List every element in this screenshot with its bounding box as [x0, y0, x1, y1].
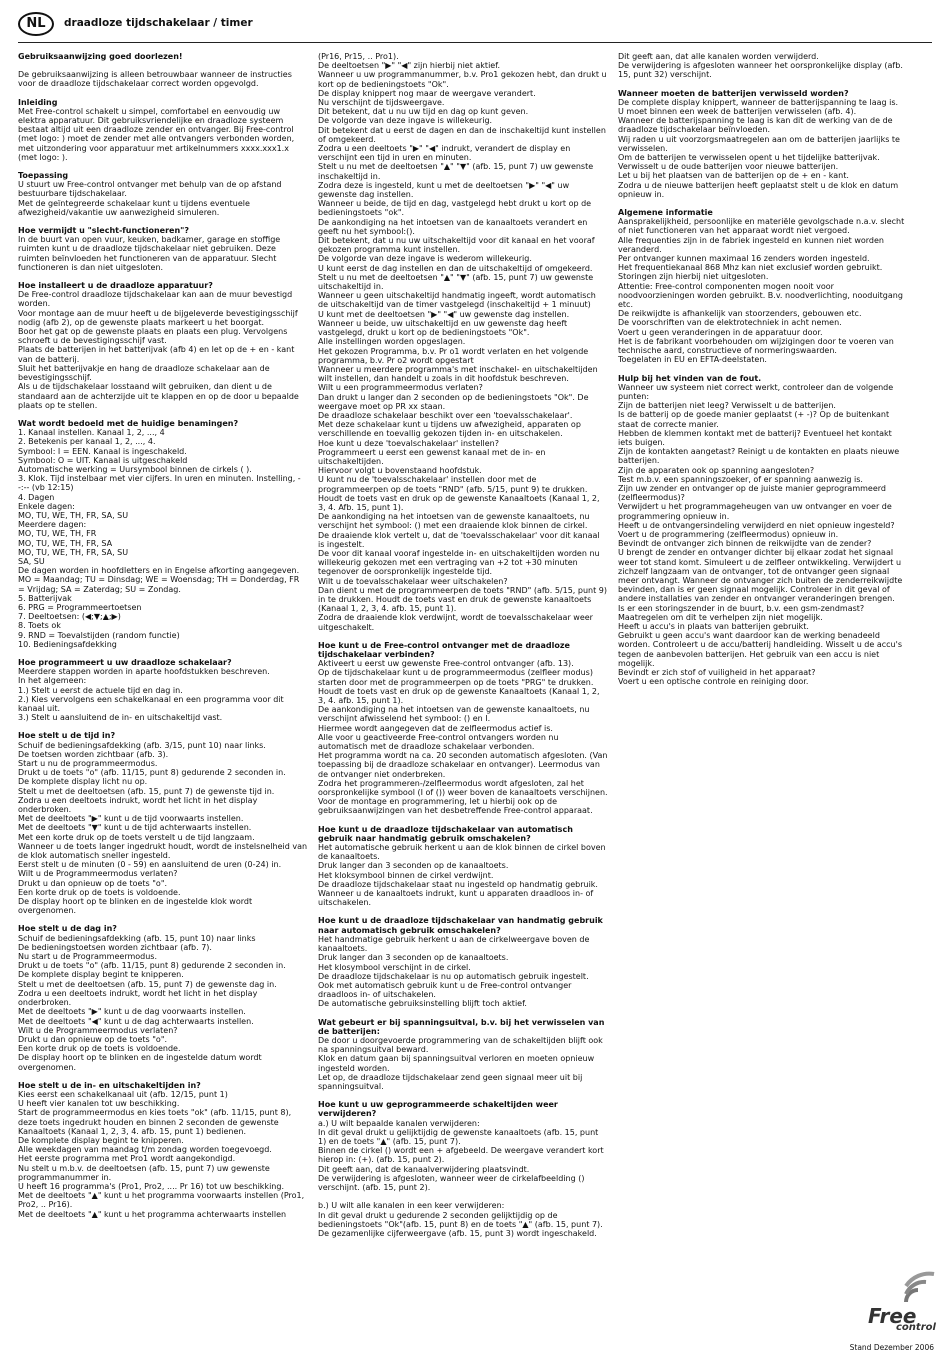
section-heading: Wanneer moeten de batterijen verwisseld worden? — [618, 88, 849, 98]
text-column-1 — [18, 52, 308, 1228]
section — [618, 89, 908, 199]
page-header — [18, 12, 932, 42]
section-heading: Inleiding — [18, 97, 58, 107]
section-body: Het automatische gebruik herkent u aan de klok binnen de cirkel boven de kanaaltoets. Druk langer dan 3 seconden op de kanaaltoets. Het kloksymbool binnen de cirkel verdwijnt. De draadloze tijdschakelaar staat nu ingesteld op handmatig gebruik. Wanneer u de kanaaltoets indrukt, kunt u apparaten draadloos in- of uitschakelen. — [318, 843, 606, 908]
section-body: Aansprakelijkheid, persoonlijke en materiële gevolgschade n.a.v. slecht of niet functioneren van het apparaat wordt niet vergoed. Alle frequenties zijn in de fabriek ingesteld en kunnen niet worden veranderd. Per ontvanger kunnen maximaal 16 zenders worden ingesteld. Het frequentiekanaal 868 Mhz kan niet exclusief worden gebruikt. Storingen zijn hierbij niet uitgesloten. Attentie: Free-control componenten mogen nooit voor noodvoorzieningen worden gebruikt. B.v. noodverlichting, nooduitgang etc. De reikwijdte is afhankelijk van stoorzenders, gebouwen etc. De voorschriften van de elektrotechniek in acht nemen. Voert u geen veranderingen in de apparatuur door. Het is de fabrikant voorbehouden om wijzigingen door te voeren van technische aard, constructieve of normeringswaarden. Toegelaten in EU en EFTA-deelstaten. — [618, 217, 905, 365]
section — [18, 419, 308, 649]
section — [618, 208, 908, 364]
section-body: De door u doorgevoerde programmering van de schakeltijden blijft ook na spanningsuitval beward. Klok en datum gaan bij spanningsuitval verloren en moeten opnieuw ingesteld worden. Let op, de draadloze tijdschakelaar zend geen signaal meer uit bij spanningsuitval. — [318, 1035, 603, 1091]
section-heading: Hoe programmeert u uw draadloze schakelaar? — [18, 657, 232, 667]
section — [318, 825, 608, 908]
section-body: Dit geeft aan, dat alle kanalen worden verwijderd. De verwijdering is afgesloten wanneer het oorspronkelijke display (afb. 15, punt 32) verschijnt. — [618, 52, 903, 80]
section-body: a.) U wilt bepaalde kanalen verwijderen: In dit geval drukt u gelijktijdig de gewenste kanaaltoets (afb. 15, punt 1) en de toets "▲" (afb. 15, punt 7). Binnen de cirkel () wordt een + afgebeeld. De weergave verandert kort hierop in: (+). (afb. 15, punt 2). Dit geeft aan, dat de kanaalverwijdering plaatsvindt. De verwijdering is afgesloten, wanneer weer de cirkelafbeelding () verschijnt. (afb. 15, punt 2). b.) U wilt alle kanalen in een keer verwijderen: In dit geval drukt u gedurende 2 seconden gelijktijdig op de bedieningstoets "Ok"(afb. 15, punt 8) en de toets "▲" (afb. 15, punt 7). De gezamenlijke cijferweergave (afb. 15, punt 3) wordt ingeschakeld. — [318, 1118, 604, 1238]
section-heading: Gebruiksaanwijzing goed doorlezen! — [18, 52, 183, 61]
section-heading: Hulp bij het vinden van de fout. — [618, 373, 762, 383]
section — [318, 1100, 608, 1238]
section-body: Wanneer uw systeem niet correct werkt, controleer dan de volgende punten: Zijn de batterijen niet leeg? Verwisselt u de batterijen. Is de batterij op de goede manier geplaatst (+ -)? Op de buitenkant staat de correcte manier. Hebben de klemmen kontakt met de batterij? Eventueel het kontakt iets buigen. Zijn de kontakten aangetast? Reinigt u de kontakten en plaats nieuwe batterijen. Zijn de apparaten ook op spanning aangesloten? Test m.b.v. een spanningszoeker, of er spanning aanwezig is. Zijn uw zender en ontvanger op de juiste manier geprogrammeerd (zelfleermodus)? Verwijdert u het programmageheugen van uw ontvanger en voer de programmering opnieuw in. Heeft u de ontvangersindeling verwijderd en niet opnieuw ingesteld? Voert u de programmering (zelfleermodus) opnieuw in. Bevindt de ontvanger zich binnen de reikwijdte van de zender? U brengt de zender en ontvanger dichter bij elkaar zodat het signaal weer tot stand komt. Simuleert u de zelfleer ontwikkeling. Verwijdert u zichzelf langzaam van de ontvanger, tot de ontvanger geen signaal meer ontvangt. Wanneer de ontvanger zich buiten de zenderreikwijdte bevinden, dan is er geen signaal mogelijk. Controleer in dit geval of andere installaties van zender en ontvanger veranderingen brengen. Is er een storingszender in de buurt, b.v. een gsm-zendmast? Maatregelen om dit te verhelpen zijn niet mogelijk. Heeft u accu's in plaats van batterijen gebruikt. Gebruikt u geen accu's want daardoor kan de werking benadeeld worden. Controleert u de accu/batterij handleiding. Wisselt u de accu's tegen de aanbevolen batterijen. Het gebruik van een accu is niet mogelijk. Bevindt er zich stof of vuiligheid in het apparaat? Voert u een optische controle en reiniging door. — [618, 382, 903, 687]
section-heading: Hoe vermijdt u "slecht-functioneren"? — [18, 226, 189, 236]
logo-word: Free — [868, 1304, 917, 1328]
section — [18, 70, 308, 88]
section — [18, 98, 308, 162]
language-badge: NL — [18, 12, 54, 36]
section — [18, 1081, 308, 1219]
text-column-2 — [318, 52, 608, 1247]
section-body: Schuif de bedieningsafdekking (afb. 15, punt 10) naar links De bedieningstoetsen worden zichtbaar (afb. 7). Nu start u de Programmeermodus. Drukt u de toets "o" (afb. 11/15, punt 8) gedurende 2 seconden in. De komplete display begint te knipperen. Stelt u met de deeltoetsen (afb. 15, punt 7) de gewenste dag in. Zodra u een deeltoets indrukt, wordt het licht in het display onderbroken. Met de deeltoets "▶" kunt u de dag voorwaarts instellen. Met de deeltoets "◀" kunt u de dag achterwaarts instellen. Wilt u de Programmeermodus verlaten? Drukt u dan opnieuw op de toets "o". Een korte druk op de toets is voldoende. De display hoort op te blinken en de ingestelde datum wordt overgenomen. — [18, 933, 286, 1072]
section-heading: Hoe stelt u de in- en uitschakeltijden in? — [18, 1080, 201, 1090]
section — [18, 658, 308, 722]
free-control-logo — [862, 1270, 942, 1336]
section-body: Met Free-control schakelt u simpel, comfortabel en eenvoudig uw elektra apparatuur. Dit gebruiksvriendelijke en draadloze systeem bestaat altijd uit een draadloze zender en ontvanger. Bij Free-control (met logo: ) moet de zender met alle ontvangers verbonden worden, met uitzondering voor apparatuur met artikelnummers xxxx.xxx1.x (met logo: ). — [18, 106, 295, 162]
section-heading: Hoe kunt u de Free-control ontvanger met de draadloze tijdschakelaar verbinden? — [318, 640, 570, 659]
section-heading: Hoe installeert u de draadloze apparatuur? — [18, 281, 213, 291]
section-body: U stuurt uw Free-control ontvanger met behulp van de op afstand bestuurbare tijdschakelaar. Met de geïntegreerde schakelaar kunt u tijdens eventuele afwezigheid/vakantie uw aanwezigheid simuleren. — [18, 180, 282, 217]
section-heading: Hoe stelt u de tijd in? — [18, 731, 116, 741]
section-body: Meerdere stappen worden in aparte hoofdstukken beschreven. In het algemeen: 1.) Stelt u eerst de actuele tijd en dag in. 2.) Kies vervolgens een schakelkanaal en een programma voor dit kanaal uit. 3.) Stelt u aansluitend de in- en uitschakeltijd vast. — [18, 667, 284, 723]
section-body: Het handmatige gebruik herkent u aan de cirkelweergave boven de kanaaltoets. Druk langer dan 3 seconden op de kanaaltoets. Het klosymbool verschijnt in de cirkel. De draadloze tijdschakelaar is nu op automatisch gebruik ingestelt. Ook met automatisch gebruik kunt u de Free-control ontvanger draadloos in- of uitschakelen. De automatische gebruiksinstelling blijft toch aktief. — [318, 934, 590, 1009]
section — [18, 924, 308, 1071]
section-body: Aktiveert u eerst uw gewenste Free-control ontvanger (afb. 13). Op de tijdschakelaar kunt u de programmeermodus (zelfleer modus) starten door met de programmeerpen op de toets "PRG" te drukken. Houdt de toets vast en druk op de gewenste Kanaaltoets (Kanaal 1, 2, 3, 4. afb. 15, punt 1). De aankondiging na het intoetsen van de gewenste kanaaltoets, nu verschijnt afwisselend het symbool: () en I. Hiermee wordt aangegeven dat de zelfleermodus actief is. Alle voor u geactiveerde Free-control ontvangers worden nu automatisch met de draadloze schakelaar verbonden. Het programma wordt na ca. 20 seconden automatisch afgesloten. (Van toepassing bij de draadloze schakelaar en ontvanger). Leermodus van de ontvanger niet onderbreken. Zodra het programmeren-/zelfleermodus wordt afgesloten, zal het oorspronkelijke symbool (I of ()) weer boven de kanaaltoets verschijnen. Voor de montage en programmering, let u hierbij ook op de gebruiksaanwijzingen van het desbetreffende Free-control apparaat. — [318, 659, 608, 816]
section-body: (Pr16, Pr15, .. Pro1). De deeltoetsen "▶" "◀" zijn hierbij niet aktief. Wanneer u uw programmanummer, b.v. Pro1 gekozen hebt, dan drukt u kort op de bedieningstoets "Ok". De display knippert nog maar de weergave verandert. Nu verschijnt de tijdsweergave. Dit betekent, dat u nu uw tijd en dag op kunt geven. De volgorde van deze ingave is willekeurig. Dit betekent dat u eerst de dagen en dan de inschakeltijd kunt instellen of omgekeerd. Zodra u een deeltoets "▶" "◀" indrukt, verandert de display en verschijnt een tijd in uren en minuten. Stelt u nu met de deeltoetsen "▲" "▼" (afb. 15, punt 7) uw gewenste inschakeltijd in. Zodra deze is ingesteld, kunt u met de deeltoetsen "▶" "◀" uw gewenste dag instellen. Wanneer u beide, de tijd en dag, vastgelegd hebt drukt u kort op de bedieningstoets "ok". De aankondiging na het intoetsen van de kanaaltoets verandert en geeft nu het symbool:(). Dit betekent, dat u nu uw uitschakeltijd voor dit kanaal en het vooraf gekozen programma kunt instellen. De volgorde van deze ingave is wederom willekeurig. U kunt eerst de dag instellen en dan de uitschakeltijd of omgekeerd. Stelt u nu met de deeltoetsen "▲" "▼" (afb. 15, punt 7) uw gewenste uitschakeltijd in. Wanneer u geen uitschakeltijd handmatig ingeeft, wordt automatisch de uitschakeltijd van de timer vastgelegd (inschakeltijd + 1 minuut) U kunt met de deeltoetsen "▶" "◀" uw gewenste dag instellen. Wanneer u beide, uw uitschakeltijd en uw gewenste dag heeft vastgelegd, drukt u kort op de bedieningstoets "Ok". Alle instellingen worden opgeslagen. Het gekozen Programma, b.v. Pr o1 wordt verlaten en het volgende programma, b.v. Pr o2 wordt opgestart Wanneer u meerdere programma's met inschakel- en uitschakeltijden wilt instellen, dan handelt u zoals in dit hoofdstuk beschreven. Wilt u een programmeermodus verlaten? Dan drukt u langer dan 2 seconden op de bedieningstoets "Ok". De weergave moet op PR xx staan. De draadloze schakelaar beschikt over een 'toevalsschakelaar'. Met deze schakelaar kunt u tijdens uw afwezigheid, apparaten op verschillende en toevallig gekozen tijden in- en uitschakelen. Hoe kunt u deze 'toevalschakelaar' instellen? Programmeert u eerst een gewenst kanaal met de in- en uitschakeltijden. Hiervoor volgt u bovenstaand hoofdstuk. U kunt nu de 'toevalsschakelaar' instellen door met de programmeerpen op de toets "RND" (afb. 5/15, punt 9) te drukken. Houdt de toets vast en druk op de gewenste Kanaaltoets (Kanaal 1, 2, 3, 4. Afb. 15, punt 1). De aankondiging na het intoetsen van de gewenste kanaaltoets, nu verschijnt het symbool: () met een draaiende klok binnen de cirkel. De draaiende klok vertelt u, dat de 'toevalsschakelaar' voor dit kanaal is ingestelt. De voor dit kanaal vooraf ingestelde in- en uitschakeltijden worden nu willekeurig gekozen met een vertraging van +2 tot +30 minuten tegenover de oorspronkelijk ingestelde tijd. Wilt u de toevalsschakelaar weer uitschakelen? Dan dient u met de programmeerpen de toets "RND" (afb. 5/15, punt 9) in te drukken. Houdt de toets vast en druk de gewenste kanaaltoets (Kanaal 1, 2, 3, 4. afb. 15, punt 1). Zodra de draaiende klok verdwijnt, wordt de toevalsschakelaar weer uitgeschakelt. — [318, 52, 607, 632]
section-heading: Algemene informatie — [618, 208, 713, 218]
section — [618, 374, 908, 687]
section-heading: Wat wordt bedoeld met de huidige benamingen? — [18, 418, 239, 428]
section — [318, 52, 608, 632]
section — [18, 52, 308, 61]
section — [18, 226, 308, 272]
text-column-3 — [618, 52, 908, 695]
section-body: De Free-control draadloze tijdschakelaar kan aan de muur bevestigd worden. Voor montage aan de muur heeft u de bijgeleverde bevestigingsschijf nodig (afb 2), op de gewenste plaats markeert u het boorgat. Boor het gat op de gewenste plaats en plaats een plug. Vervolgens schroeft u de bevestigingsschijf vast. Plaats de batterijen in het batterijvak (afb 4) en let op de + en - kant van de batterij. Sluit het batterijvakje en hang de draadloze schakelaar aan de bevestigingsschijf. Als u de tijdschakelaar losstaand wilt gebruiken, dan dient u de standaard aan de achterzijde uit te klappen en op de door u bepaalde plaats op te stellen. — [18, 290, 299, 410]
logo-sub: control — [896, 1322, 936, 1333]
section-heading: Hoe kunt u uw geprogrammeerde schakeltijden weer verwijderen? — [318, 1100, 558, 1119]
section — [18, 731, 308, 915]
section-body: In de buurt van open vuur, keuken, badkamer, garage en stoffige ruimten kunt u de draadloze tijdschakelaar niet gebruiken. Deze ruimten beïnvloeden het functioneren van de apparatuur. Slecht functioneren is dan niet uitgesloten. — [18, 235, 281, 272]
section-heading: Toepassing — [18, 171, 69, 181]
section — [18, 171, 308, 217]
section-heading: Hoe stelt u de dag in? — [18, 924, 117, 934]
section — [318, 916, 608, 1008]
section-body: De gebruiksaanwijzing is alleen betrouwbaar wanneer de instructies voor de draadloze tijdschakelaar correct worden opgevolgd. — [18, 70, 292, 89]
section-body: De complete display knippert, wanneer de batterijspanning te laag is. U moet binnen een week de batterijen verwisselen (afb. 4). Wanneer de batterijspanning te laag is kan dit de werking van de de draadloze tijdschakelaar beïnvloeden. Wij raden u uit voorzorgsmaatregelen aan om de batterijen jaarlijks te verwisselen. Om de batterijen te verwisselen opent u het tijdelijke batterijvak. Verwisselt u de oude batterijen voor nieuwe batterijen. Let u bij het plaatsen van de batterijen op de + en - kant. Zodra u de nieuwe batterijen heeft geplaatst stelt u de klok en datum opnieuw in. — [618, 97, 900, 199]
header-divider — [18, 42, 932, 43]
section-heading: Hoe kunt u de draadloze tijdschakelaar van handmatig gebruik naar automatisch gebruik omschakelen? — [318, 916, 603, 935]
footer-date: Stand Dezember 2006 — [849, 1343, 934, 1352]
section-body: Schuif de bedieningsafdekking (afb. 3/15, punt 10) naar links. De toetsen worden zichtbaar (afb. 3). Start u nu de programmeermodus. Drukt u de toets "o" (afb. 11/15, punt 8) gedurende 2 seconden in. De komplete display licht nu op. Stelt u met de deeltoetsen (afb. 15, punt 7) de gewenste tijd in. Zodra u een deeltoets indrukt, wordt het licht in het display onderbroken. Met de deeltoets "▶" kunt u de tijd voorwaarts instellen. Met de deeltoets "▼" kunt u de tijd achterwaarts instellen. Met een korte druk op de toets verstelt u de tijd langzaam. Wanneer u de toets langer ingedrukt houdt, wordt de instelsnelheid van de klok automatisch sneller ingesteld. Eerst stelt u de minuten (0 - 59) en aansluitend de uren (0-24) in. Wilt u de Programmeermodus verlaten? Drukt u dan opnieuw op de toets "o". Een korte druk op de toets is voldoende. De display hoort op te blinken en de ingestelde klok wordt overgenomen. — [18, 740, 308, 916]
section-body: 1. Kanaal instellen. Kanaal 1, 2, ..., 4 2. Betekenis per kanaal 1, 2, ..., 4. Symbool: I = EEN. Kanaal is ingeschakeld. Symbool: O = UIT. Kanaal is uitgeschakeld Automatische werking = Uursymbool binnen de cirkels ( ). 3. Klok. Tijd instelbaar met vier cijfers. In uren en minuten. Instelling, --:-- (vb 12:15) 4. Dagen Enkele dagen: MO, TU, WE, TH, FR, SA, SU Meerdere dagen: MO, TU, WE, TH, FR MO, TU, WE, TH, FR, SA MO, TU, WE, TH, FR, SA, SU SA, SU De dagen worden in hoofdletters en in Engelse afkorting aangegeven. MO = Maandag; TU = Dinsdag; WE = Woensdag; TH = Donderdag, FR = Vrijdag; SA = Zaterdag; SU = Zondag. 5. Batterijvak 6. PRG = Programmeertoetsen 7. Deeltoetsen: (◀;▼;▲;▶) 8. Toets ok 9. RND = Toevalstijden (random functie) 10. Bedieningsafdekking — [18, 428, 301, 649]
section — [18, 281, 308, 410]
document-title: draadloze tijdschakelaar / timer — [64, 17, 253, 29]
section — [318, 641, 608, 816]
section-body: Kies eerst een schakelkanaal uit (afb. 12/15, punt 1) U heeft vier kanalen tot uw beschikking. Start de programmeermodus en kies toets "ok" (afb. 11/15, punt 8), deze toets ingedrukt houden en binnen 2 seconden de gewenste Kanaaltoets (Kanaal 1, 2, 3, 4. afb. 15, punt 1) bedienen. De komplete display begint te knipperen. Alle weekdagen van maandag t/m zondag worden toegevoegd. Het eerste programma met Pro1 wordt aangekondigd. Nu stelt u m.b.v. de deeltoetsen (afb. 15, punt 7) uw gewenste programmanummer in. U heeft 16 programma's (Pro1, Pro2, .... Pr 16) tot uw beschikking. Met de deeltoets "▲" kunt u het programma voorwaarts instellen (Pro1, Pro2, .. Pr16). Met de deeltoets "▲" kunt u het programma achterwaarts instellen — [18, 1089, 305, 1219]
section — [618, 52, 908, 80]
section-heading: Wat gebeurt er bij spanningsuitval, b.v. bij het verwisselen van de batterijen: — [318, 1017, 605, 1036]
section — [318, 1018, 608, 1092]
section-heading: Hoe kunt u de draadloze tijdschakelaar van automatisch gebruik naar handmatig gebruik omschakelen? — [318, 824, 573, 843]
